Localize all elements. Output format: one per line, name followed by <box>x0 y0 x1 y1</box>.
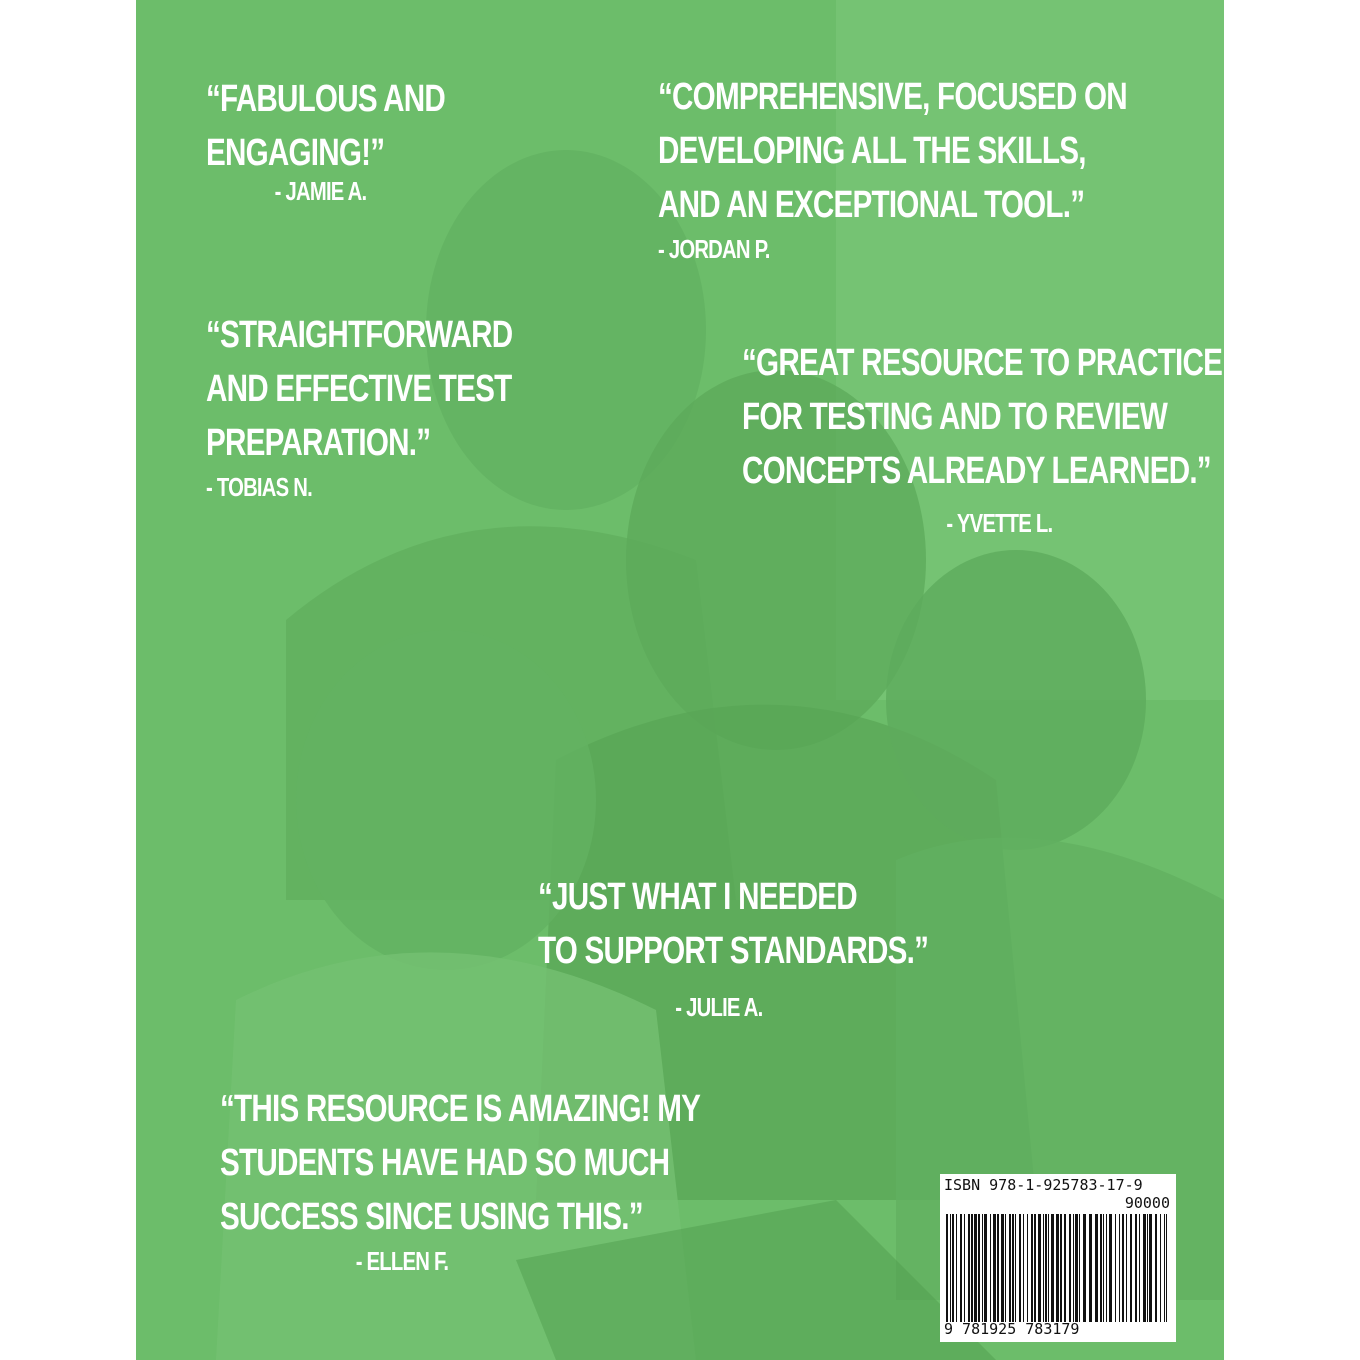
barcode-bar <box>1135 1214 1137 1322</box>
testimonial-jamie <box>206 72 445 208</box>
barcode-bar <box>1106 1214 1107 1322</box>
barcode-bar <box>1069 1214 1071 1322</box>
barcode-bar <box>1034 1214 1036 1322</box>
barcode-bar <box>978 1214 980 1322</box>
testimonial-line: AND AN EXCEPTIONAL TOOL.” <box>658 184 1085 226</box>
barcode-bar <box>1079 1214 1080 1322</box>
barcode-bar <box>1130 1214 1132 1322</box>
barcode-bar <box>952 1214 954 1322</box>
testimonial-line: DEVELOPING ALL THE SKILLS, <box>658 130 1086 172</box>
testimonial-line: “STRAIGHTFORWARD <box>206 314 513 356</box>
testimonial-line: “THIS RESOURCE IS AMAZING! MY <box>220 1088 701 1130</box>
isbn-barcode-box <box>940 1174 1176 1342</box>
barcode-bars <box>944 1214 1172 1322</box>
barcode-bar <box>1164 1214 1165 1322</box>
testimonial-line: ENGAGING!” <box>206 132 385 174</box>
barcode-bar <box>1038 1214 1041 1322</box>
barcode-bar <box>1160 1214 1161 1322</box>
barcode-bar <box>964 1214 965 1322</box>
barcode-bar <box>1139 1214 1140 1322</box>
barcode-bar <box>1149 1214 1152 1322</box>
barcode-bar <box>1126 1214 1127 1322</box>
testimonial-jordan <box>658 70 1127 266</box>
barcode-bar <box>1005 1214 1006 1322</box>
barcode-bar <box>1015 1214 1016 1322</box>
testimonial-line: CONCEPTS ALREADY LEARNED.” <box>742 450 1211 492</box>
barcode-digits: 9 781925 783179 <box>944 1320 1080 1338</box>
testimonial-line: SUCCESS SINCE USING THIS.” <box>220 1196 643 1238</box>
barcode-bar <box>1115 1214 1116 1322</box>
barcode-bar <box>1075 1214 1078 1322</box>
barcode-bar <box>1012 1214 1014 1322</box>
barcode-bar <box>956 1214 957 1322</box>
barcode-bar <box>990 1214 991 1322</box>
testimonial-author: - YVETTE L. <box>946 508 1053 538</box>
testimonial-line: PREPARATION.” <box>206 422 431 464</box>
testimonial-author: - JULIE A. <box>675 992 763 1022</box>
testimonial-line: AND EFFECTIVE TEST <box>206 368 512 410</box>
barcode-bar <box>1060 1214 1062 1322</box>
barcode-bar <box>1001 1214 1004 1322</box>
barcode-bar <box>1143 1214 1146 1322</box>
barcode-bar <box>1089 1214 1092 1322</box>
testimonial-julie <box>538 870 928 1024</box>
barcode-bar <box>1100 1214 1102 1322</box>
barcode-bar <box>1027 1214 1028 1322</box>
barcode-bar <box>1119 1214 1120 1322</box>
barcode-bar <box>1023 1214 1024 1322</box>
price-code: 90000 <box>1124 1194 1170 1212</box>
barcode-bar <box>984 1214 987 1322</box>
testimonial-line: STUDENTS HAVE HAD SO MUCH <box>220 1142 670 1184</box>
testimonial-line: FOR TESTING AND TO REVIEW <box>742 396 1168 438</box>
barcode-bar <box>1095 1214 1098 1322</box>
barcode-bar <box>950 1214 951 1322</box>
barcode-bar <box>1122 1214 1124 1322</box>
testimonial-author: - JAMIE A. <box>274 176 367 206</box>
barcode-bar <box>946 1214 948 1322</box>
barcode-bar <box>971 1214 973 1322</box>
barcode-bar <box>1043 1214 1044 1322</box>
barcode-bar <box>960 1214 962 1322</box>
testimonial-author: - ELLEN F. <box>355 1246 449 1276</box>
barcode-bar <box>1103 1214 1104 1322</box>
barcode-bar <box>974 1214 977 1322</box>
testimonial-ellen <box>220 1082 700 1278</box>
testimonial-line: “GREAT RESOURCE TO PRACTICE <box>742 342 1223 384</box>
back-cover <box>136 0 1224 1360</box>
testimonial-line: “COMPREHENSIVE, FOCUSED ON <box>658 76 1127 118</box>
testimonial-yvette <box>742 336 1222 540</box>
barcode-bar <box>1155 1214 1157 1322</box>
barcode-bar <box>1019 1214 1021 1322</box>
testimonial-author: - JORDAN P. <box>658 234 770 264</box>
testimonial-line: “FABULOUS AND <box>206 78 446 120</box>
barcode-bar <box>1051 1214 1054 1322</box>
barcode-bar <box>997 1214 999 1322</box>
barcode-bar <box>1048 1214 1049 1322</box>
testimonial-line: “JUST WHAT I NEEDED <box>538 876 857 918</box>
barcode-bar <box>1045 1214 1047 1322</box>
barcode-bar <box>968 1214 970 1322</box>
barcode-bar <box>1147 1214 1148 1322</box>
testimonial-tobias <box>206 308 512 504</box>
testimonial-author: - TOBIAS N. <box>206 472 312 502</box>
barcode-bar <box>1073 1214 1074 1322</box>
barcode-bar <box>993 1214 996 1322</box>
barcode-bar <box>1083 1214 1086 1322</box>
barcode-bar <box>982 1214 983 1322</box>
barcode-bar <box>1064 1214 1066 1322</box>
testimonial-line: TO SUPPORT STANDARDS.” <box>538 930 929 972</box>
barcode-bar <box>1009 1214 1011 1322</box>
barcode-bar <box>1109 1214 1112 1322</box>
barcode-bar <box>1056 1214 1059 1322</box>
barcode-bar <box>1166 1214 1167 1322</box>
isbn-number: ISBN 978-1-925783-17-9 <box>944 1176 1143 1194</box>
barcode-bar <box>1031 1214 1033 1322</box>
